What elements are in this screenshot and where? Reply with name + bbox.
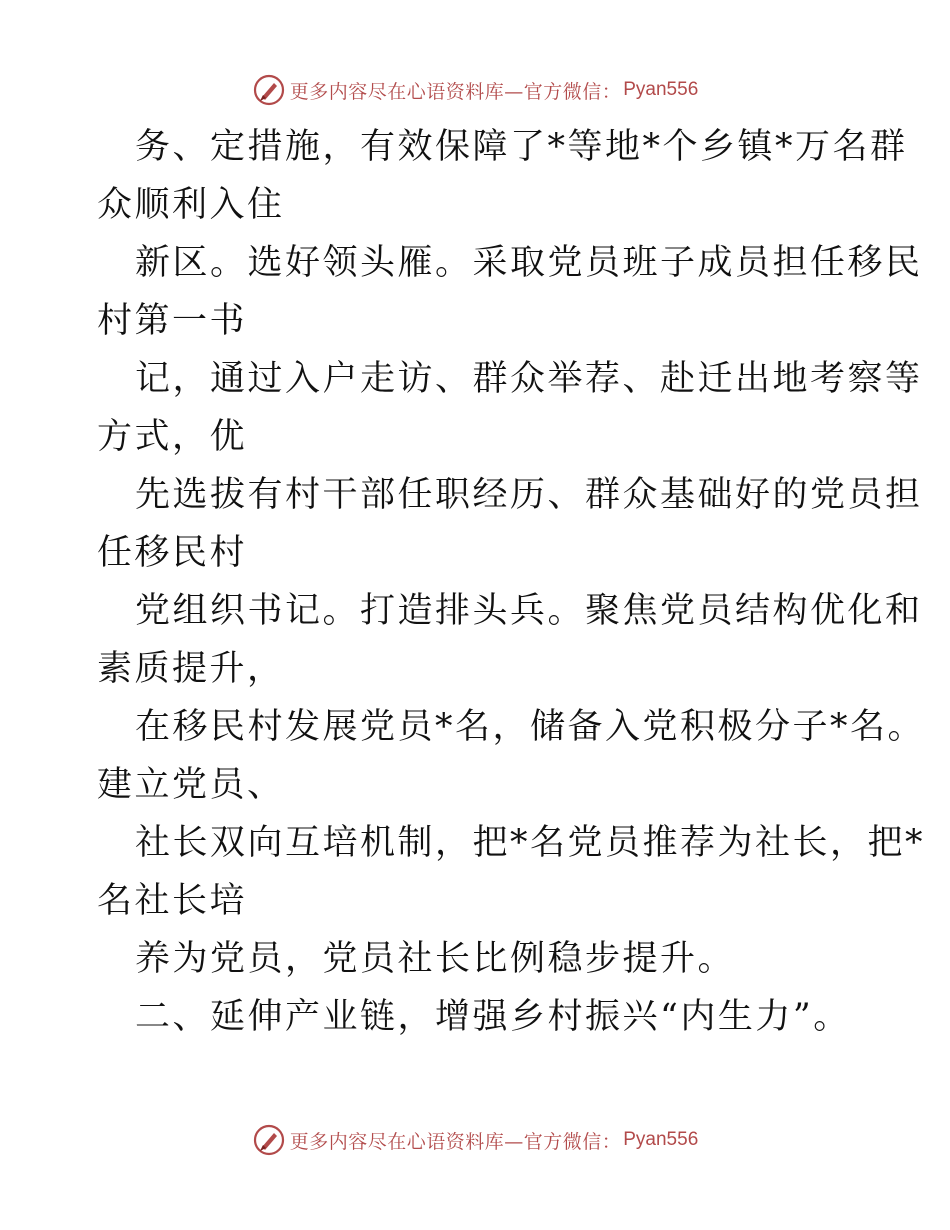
body-line: 素质提升， [97,649,285,689]
document-body [97,118,926,1046]
body-line: 养为党员，党员社长比例稳步提升。 [135,939,736,979]
body-line: 村第一书 [97,301,248,341]
body-line: 先选拔有村干部任职经历、群众基础好的党员担 [135,475,923,515]
pen-logo-icon [252,73,286,107]
watermark-text: 更多内容尽在心语资料库—官方微信： [289,80,622,103]
body-line: 任移民村 [97,533,248,573]
header-watermark [0,70,950,110]
watermark-handle: Pyan556 [623,79,699,100]
body-line: 在移民村发展党员*名，储备入党积极分子*名。 [135,707,926,747]
body-line: 务、定措施，有效保障了*等地*个乡镇*万名群 [135,127,908,167]
body-line: 方式，优 [97,417,248,457]
body-line: 记，通过入户走访、群众举荐、赴迁出地考察等 [135,359,923,399]
body-line: 众顺利入住 [97,185,285,225]
watermark-text: 更多内容尽在心语资料库—官方微信： [289,1130,622,1153]
body-line: 社长双向互培机制，把*名党员推荐为社长，把* [135,823,926,863]
pen-logo-icon [252,1123,286,1157]
body-line: 党组织书记。打造排头兵。聚焦党员结构优化和 [135,591,923,631]
section-heading: 二、延伸产业链，增强乡村振兴“内生力”。 [135,997,851,1037]
body-line: 新区。选好领头雁。采取党员班子成员担任移民 [135,243,923,283]
watermark-handle: Pyan556 [623,1129,699,1150]
footer-watermark [0,1120,950,1160]
body-line: 名社长培 [97,881,248,921]
body-line: 建立党员、 [97,765,285,805]
